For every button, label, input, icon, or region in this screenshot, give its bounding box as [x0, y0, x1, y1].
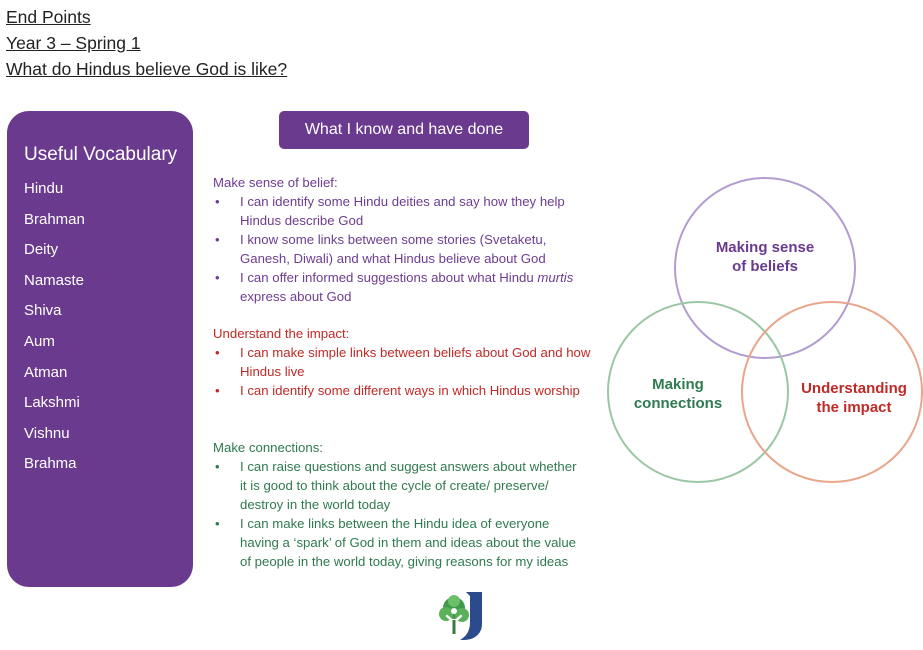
impact-point: • I can make simple links between beliefs about God and how Hindus live [213, 343, 593, 381]
vocab-item: Brahma [24, 455, 77, 473]
impact-section [213, 324, 593, 400]
impact-heading: Understand the impact: [213, 326, 350, 341]
vocab-item: Hindu [24, 180, 64, 197]
belief-point-text: I can offer informed suggestions about what Hindu [240, 270, 538, 285]
venn-label-impact-1: Understanding [801, 380, 907, 397]
connections-heading: Make connections: [213, 440, 323, 455]
venn-label-impact-2: the impact [816, 399, 892, 416]
belief-point-text: express about God [240, 289, 352, 304]
what-i-know-heading: What I know and have done [279, 111, 529, 149]
vocab-item: Vishnu [24, 424, 70, 442]
vocab-item: Lakshmi [24, 394, 80, 412]
connections-section [213, 438, 583, 571]
vocab-item: Namaste [24, 271, 85, 289]
vocab-item: Aum [24, 332, 55, 350]
impact-point: • I can identify some different ways in which Hindus worship [213, 381, 593, 400]
tree-person-logo-icon [436, 590, 490, 642]
vocab-item: Shiva [24, 302, 62, 320]
venn-diagram [600, 170, 923, 490]
connections-point: • I can make links between the Hindu idea of everyone having a ‘spark’ of God in them and ideas about the value of people in the world today, giving reasons for my ideas [213, 514, 583, 571]
belief-point: • I can identify some Hindu deities and say how they help Hindus describe God [213, 192, 598, 230]
belief-point-term: murtis [537, 270, 574, 285]
belief-point: • I know some links between some stories (Svetaketu, Ganesh, Diwali) and what Hindus believe about God [213, 230, 598, 268]
connections-point: • I can raise questions and suggest answers about whether it is good to think about the cycle of create/ preserve/ destroy in the world today [213, 457, 583, 514]
title-end-points: End Points [6, 7, 91, 27]
vocabulary-panel [7, 111, 193, 587]
belief-section [213, 173, 598, 306]
vocabulary-title: Useful Vocabulary [24, 144, 178, 165]
venn-label-connections-2: connections [633, 395, 723, 412]
title-question: What do Hindus believe God is like? [6, 59, 288, 79]
venn-label-beliefs-1: Making sense [715, 239, 815, 256]
belief-point [213, 268, 598, 306]
vocab-item: Brahman [24, 210, 85, 228]
venn-label-connections-1: Making [652, 376, 704, 393]
vocab-item: Deity [24, 241, 59, 259]
vocab-item: Atman [24, 363, 68, 381]
venn-label-beliefs-2: of beliefs [732, 258, 798, 275]
vocabulary-list [24, 177, 85, 483]
belief-heading: Make sense of belief: [213, 175, 338, 190]
title-year-term: Year 3 – Spring 1 [6, 33, 141, 53]
